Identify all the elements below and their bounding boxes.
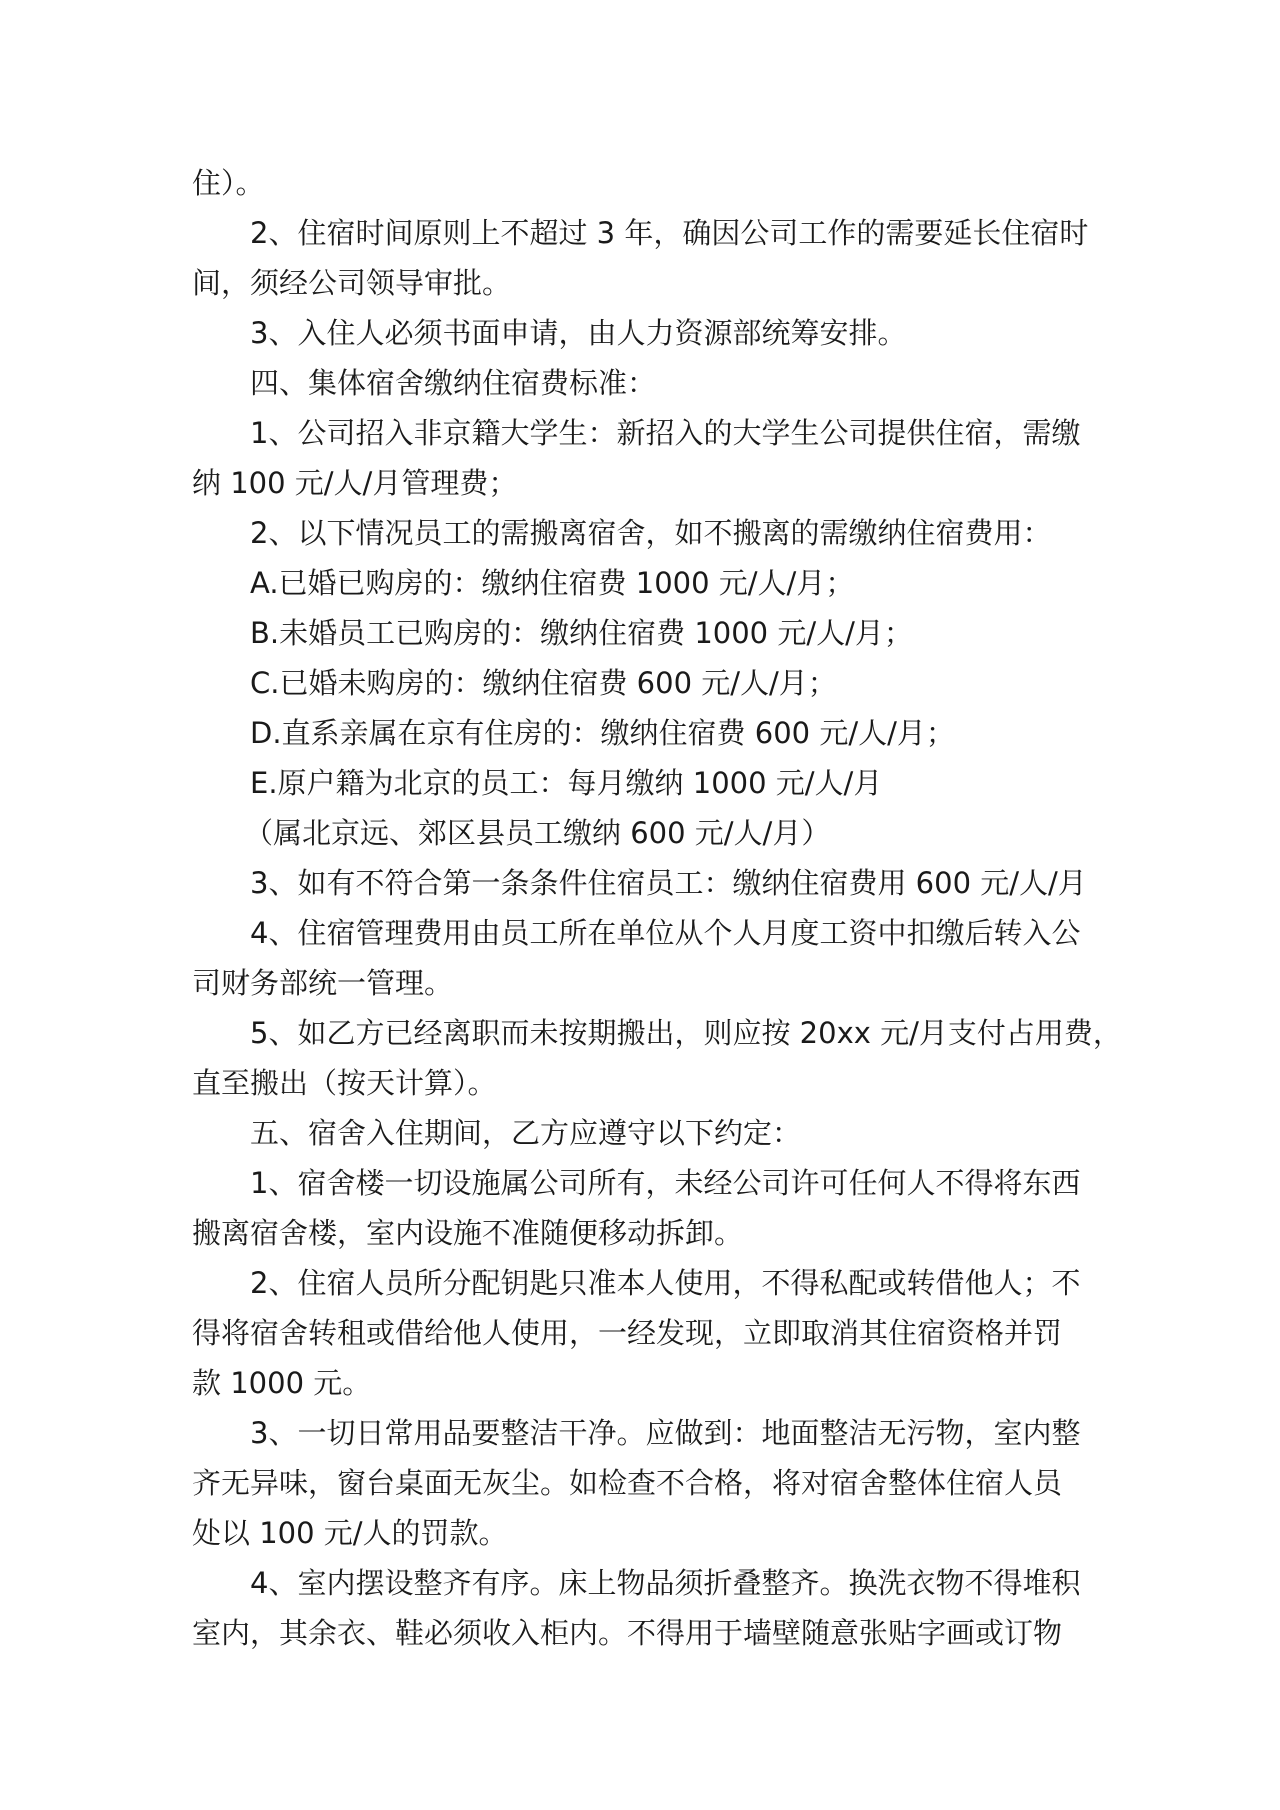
text-line: A.已婚已购房的：缴纳住宿费 1000 元/人/月； bbox=[250, 566, 855, 600]
text-line: 3、入住人必须书面申请，由人力资源部统筹安排。 bbox=[250, 316, 907, 350]
section-heading: 四、集体宿舍缴纳住宿费标准： bbox=[250, 366, 657, 400]
text-line: 间，须经公司领导审批。 bbox=[192, 266, 512, 300]
text-line: 住）。 bbox=[192, 166, 265, 200]
text-line: 司财务部统一管理。 bbox=[192, 966, 454, 1000]
text-line: B.未婚员工已购房的：缴纳住宿费 1000 元/人/月； bbox=[250, 616, 913, 650]
text-line: 处以 100 元/人的罚款。 bbox=[192, 1516, 508, 1550]
text-line: （属北京远、郊区县员工缴纳 600 元/人/月） bbox=[244, 816, 831, 850]
text-line: 款 1000 元。 bbox=[192, 1366, 372, 1400]
text-line: 2、住宿人员所分配钥匙只准本人使用，不得私配或转借他人；不 bbox=[250, 1266, 1081, 1300]
text-line: 得将宿舍转租或借给他人使用，一经发现，立即取消其住宿资格并罚 bbox=[192, 1316, 1063, 1350]
text-line: 1、公司招入非京籍大学生：新招入的大学生公司提供住宿，需缴 bbox=[250, 416, 1081, 450]
text-line: 2、以下情况员工的需搬离宿舍，如不搬离的需缴纳住宿费用： bbox=[250, 516, 1052, 550]
text-line: 4、室内摆设整齐有序。床上物品须折叠整齐。换洗衣物不得堆积 bbox=[250, 1566, 1081, 1600]
text-line: C.已婚未购房的：缴纳住宿费 600 元/人/月； bbox=[250, 666, 837, 700]
text-line: 齐无异味，窗台桌面无灰尘。如检查不合格，将对宿舍整体住宿人员 bbox=[192, 1466, 1063, 1500]
text-line: 1、宿舍楼一切设施属公司所有，未经公司许可任何人不得将东西 bbox=[250, 1166, 1081, 1200]
text-line: 纳 100 元/人/月管理费； bbox=[192, 466, 518, 500]
text-line: 室内，其余衣、鞋必须收入柜内。不得用于墙壁随意张贴字画或订物 bbox=[192, 1616, 1063, 1650]
text-line: D.直系亲属在京有住房的：缴纳住宿费 600 元/人/月； bbox=[250, 716, 955, 750]
text-line: 搬离宿舍楼，室内设施不准随便移动拆卸。 bbox=[192, 1216, 744, 1250]
text-line: 5、如乙方已经离职而未按期搬出，则应按 20xx 元/月支付占用费， bbox=[250, 1016, 1122, 1050]
text-line: 3、一切日常用品要整洁干净。应做到：地面整洁无污物，室内整 bbox=[250, 1416, 1081, 1450]
section-heading: 五、宿舍入住期间，乙方应遵守以下约定： bbox=[250, 1116, 802, 1150]
text-line: 3、如有不符合第一条条件住宿员工：缴纳住宿费用 600 元/人/月 bbox=[250, 866, 1087, 900]
text-line: E.原户籍为北京的员工：每月缴纳 1000 元/人/月 bbox=[250, 766, 883, 800]
text-line: 2、住宿时间原则上不超过 3 年，确因公司工作的需要延长住宿时 bbox=[250, 216, 1089, 250]
text-line: 直至搬出（按天计算）。 bbox=[192, 1066, 497, 1100]
document-body bbox=[192, 158, 1122, 1658]
text-line: 4、住宿管理费用由员工所在单位从个人月度工资中扣缴后转入公 bbox=[250, 916, 1081, 950]
